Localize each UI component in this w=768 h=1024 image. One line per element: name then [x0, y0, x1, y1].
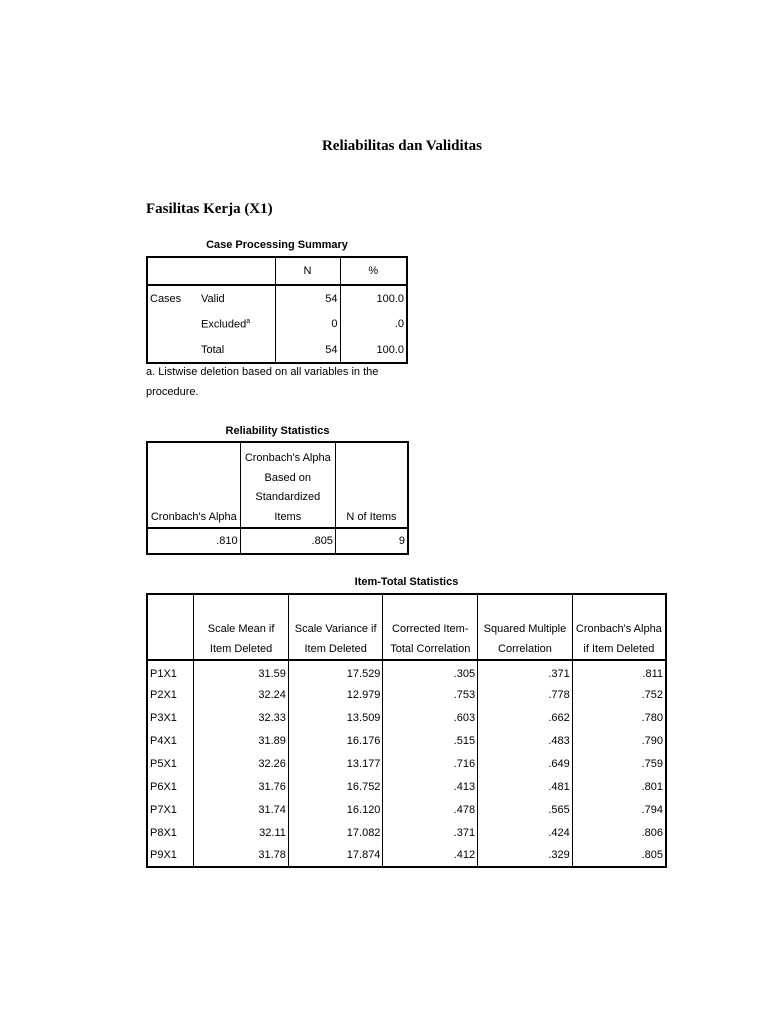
item-value: .603 [383, 706, 478, 729]
item-value: .371 [478, 660, 573, 683]
reliability-table [146, 441, 409, 555]
table-row [147, 821, 666, 844]
item-value: .483 [478, 729, 573, 752]
item-value: .794 [572, 798, 666, 821]
item-value: 13.177 [288, 752, 383, 775]
case-row [147, 311, 407, 337]
item-value: .778 [478, 683, 573, 706]
item-label: P2X1 [147, 683, 194, 706]
item-value: 32.26 [194, 752, 289, 775]
item-value: 17.529 [288, 660, 383, 683]
case-row-n: 0 [275, 311, 340, 337]
item-value: .806 [572, 821, 666, 844]
item-value: .780 [572, 706, 666, 729]
reliability-header-alpha-std: Cronbach's Alpha Based on Standardized Items [240, 442, 335, 528]
table-row [147, 798, 666, 821]
section-title: Fasilitas Kerja (X1) [146, 201, 273, 217]
case-processing-caption: Case Processing Summary [206, 239, 348, 251]
item-header-scale-mean: Scale Mean if Item Deleted [194, 594, 289, 660]
item-value: 17.082 [288, 821, 383, 844]
case-header-n: N [275, 257, 340, 285]
case-row-label: Total [199, 337, 275, 363]
case-row-n: 54 [275, 285, 340, 311]
case-row-label: Valid [201, 292, 225, 305]
item-value: 13.509 [288, 706, 383, 729]
reliability-alpha-std-value: .805 [240, 528, 335, 554]
item-label: P1X1 [147, 660, 194, 683]
item-value: .801 [572, 775, 666, 798]
item-header-squared-multiple: Squared Multiple Correlation [478, 594, 573, 660]
item-value: 31.89 [194, 729, 289, 752]
case-group-blank [147, 311, 199, 337]
item-header-corrected-correlation: Corrected Item-Total Correlation [383, 594, 478, 660]
case-row-n: 54 [275, 337, 340, 363]
item-value: .805 [572, 844, 666, 867]
case-row [147, 285, 407, 311]
table-row [147, 729, 666, 752]
reliability-header-alpha: Cronbach's Alpha [147, 442, 240, 528]
item-value: 16.176 [288, 729, 383, 752]
item-value: .371 [383, 821, 478, 844]
case-processing-footnote: a. Listwise deletion based on all variables in the procedure. [146, 366, 379, 398]
table-row [147, 683, 666, 706]
item-value: .329 [478, 844, 573, 867]
item-label: P8X1 [147, 821, 194, 844]
item-value: .790 [572, 729, 666, 752]
case-row-label: Excluded$^a$ [201, 317, 251, 331]
reliability-n-items-value: 9 [335, 528, 408, 554]
item-value: .515 [383, 729, 478, 752]
reliability-caption: Reliability Statistics [225, 425, 330, 437]
item-label: P6X1 [147, 775, 194, 798]
item-header-blank [147, 594, 194, 660]
case-row-pct: 100.0 [340, 337, 407, 363]
item-value: 31.78 [194, 844, 289, 867]
item-label: P7X1 [147, 798, 194, 821]
reliability-header-n-items: N of Items [335, 442, 408, 528]
item-value: .305 [383, 660, 478, 683]
table-row [147, 660, 666, 683]
item-value: .752 [572, 683, 666, 706]
item-value: .716 [383, 752, 478, 775]
item-value: 32.33 [194, 706, 289, 729]
item-value: 31.76 [194, 775, 289, 798]
item-total-table [146, 593, 667, 868]
item-value: 31.74 [194, 798, 289, 821]
item-label: P3X1 [147, 706, 194, 729]
item-value: 32.11 [194, 821, 289, 844]
table-row [147, 706, 666, 729]
footnote-marker: a [246, 317, 251, 325]
item-label: P4X1 [147, 729, 194, 752]
document-title: Reliabilitas dan Validitas [321, 138, 483, 154]
case-header-pct: % [340, 257, 407, 285]
table-row [147, 775, 666, 798]
case-group-blank [147, 337, 199, 363]
reliability-alpha-value: .810 [147, 528, 240, 554]
case-header-blank [147, 257, 275, 285]
item-header-scale-variance: Scale Variance if Item Deleted [288, 594, 383, 660]
case-row [147, 337, 407, 363]
table-row [147, 844, 666, 867]
item-value: 12.979 [288, 683, 383, 706]
item-value: .478 [383, 798, 478, 821]
item-value: .424 [478, 821, 573, 844]
item-header-alpha-deleted: Cronbach's Alpha if Item Deleted [572, 594, 666, 660]
item-value: 16.752 [288, 775, 383, 798]
case-processing-table [146, 256, 408, 364]
item-value: .565 [478, 798, 573, 821]
item-value: 16.120 [288, 798, 383, 821]
item-value: .412 [383, 844, 478, 867]
item-value: 17.874 [288, 844, 383, 867]
case-group-label: Cases [147, 285, 199, 311]
table-row [147, 752, 666, 775]
item-value: 31.59 [194, 660, 289, 683]
item-value: .413 [383, 775, 478, 798]
item-value: .753 [383, 683, 478, 706]
item-value: .662 [478, 706, 573, 729]
case-row-pct: .0 [340, 311, 407, 337]
item-label: P5X1 [147, 752, 194, 775]
item-value: .759 [572, 752, 666, 775]
item-label: P9X1 [147, 844, 194, 867]
item-value: .811 [572, 660, 666, 683]
case-row-pct: 100.0 [340, 285, 407, 311]
item-value: .481 [478, 775, 573, 798]
item-total-caption: Item-Total Statistics [354, 576, 459, 588]
item-value: 32.24 [194, 683, 289, 706]
item-value: .649 [478, 752, 573, 775]
